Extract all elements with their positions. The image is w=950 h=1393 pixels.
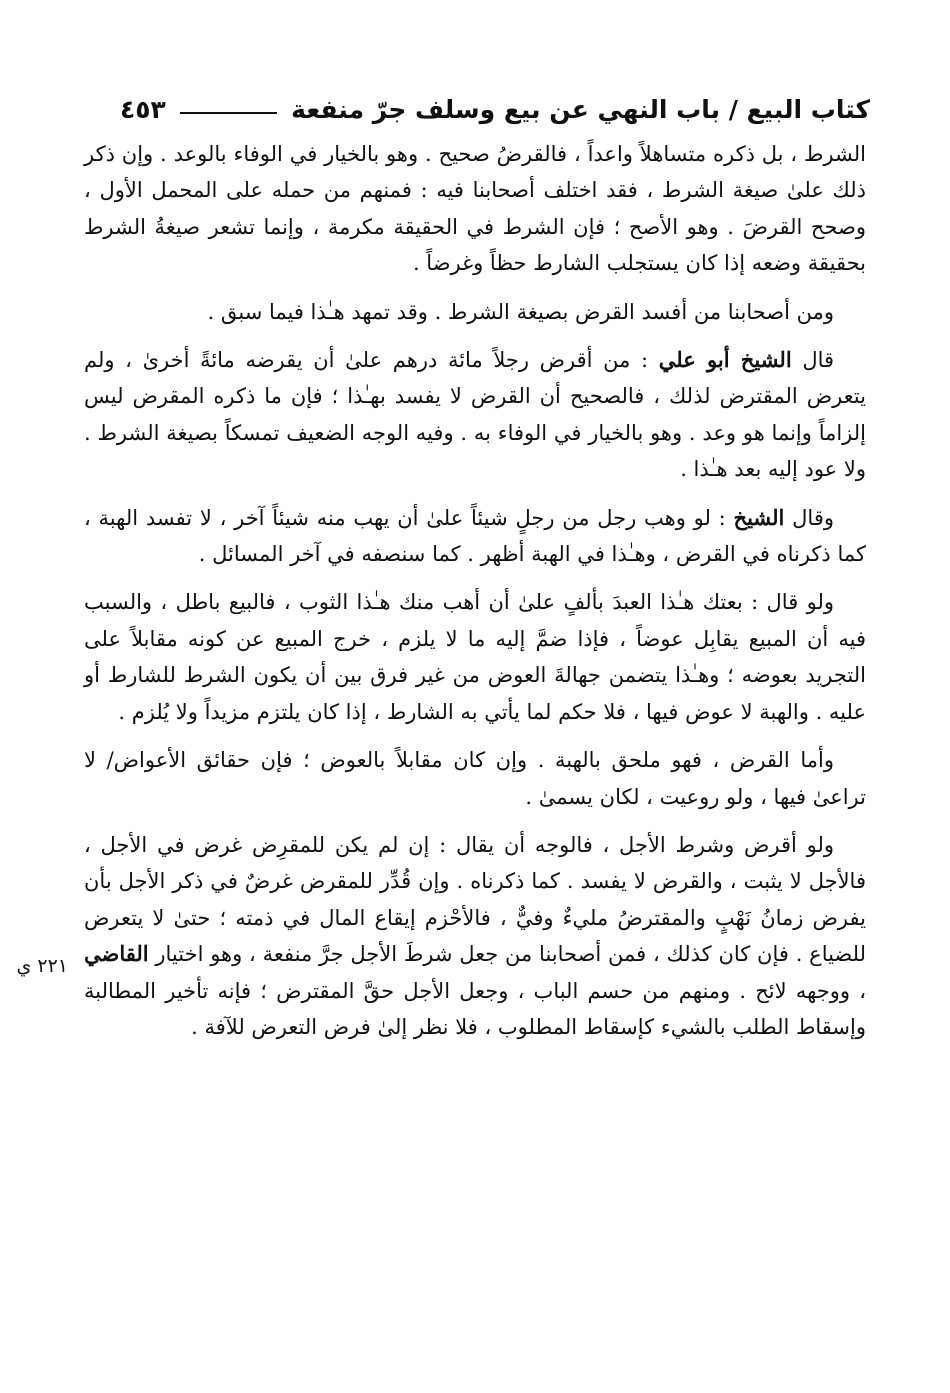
margin-manuscript-reference: ٢٢١ ي [16,955,68,977]
text-segment: وأما القرض ، فهو ملحق بالهبة . وإن كان مقابلاً بالعوض ؛ فإن حقائق الأعواض/ لا تراعىٰ فيها ، ولو روعيت ، لكان يسمىٰ . [84,748,866,809]
text-segment: ومن أصحابنا من أفسد القرض بصيغة الشرط . وقد تمهد هـٰذا فيما سبق . [207,299,834,324]
text-segment: الشرط ، بل ذكره متساهلاً واعداً ، فالقرضُ صحيح . وهو بالخيار في الوفاء بالوعد . وإن ذكر ذلك علىٰ صيغة الشرط ، فقد اختلف أصحابنا فيه : فمنهم من حمله على المحمل الأول ، وصحح القرضَ . وهو الأصح ؛ فإن الشرط في الحقيقة مكرمة ، وإنما تشعر صيغةُ الشرط بحقيقة وضعه إذا كان يستجلب الشارط حظاً وغرضاً . [84,142,866,276]
header-rule [180,112,277,114]
paragraph [84,342,866,488]
paragraph [84,500,866,573]
page-number: ٤٥٣ [120,95,166,124]
scholar-name: الشيخ [733,504,785,530]
text-segment: : من أقرض رجلاً مائة درهم علىٰ أن يقرضه مائةً أخرىٰ ، ولم يتعرض المقترض لذلك ، فالصحيح أن القرض لا يفسد بهـٰذا ؛ فإن ما ذكره المقرض ليس إلزاماً وإنما هو وعد . وهو بالخيار في الوفاء به . وفيه الوجه الضعيف تمسكاً بصيغة الشرط . ولا عود إليه بعد هـٰذا . [84,348,866,482]
paragraph [84,584,866,730]
paragraph [84,742,866,815]
paragraph [84,827,866,1045]
paragraph [84,294,866,330]
scholar-name: الشيخ أبو علي [658,347,792,373]
text-segment: ولو أقرض وشرط الأجل ، فالوجه أن يقال : إن لم يكن للمقرِض غرض في الأجل ، فالأجل لا يثبت ، والقرض لا يفسد . كما ذكرناه . وإن قُدِّر للمقرض غرضٌ في ذكر الأجل بأن يفرض زمانُ نَهْبٍ والمقترضُ مليءٌ وفيٌّ ، فالأحْزم إيقاع المال في ذمته ؛ حتىٰ لا يتعرض للضياع . فإن كان كذلك ، فمن أصحابنا من جعل شرطَ الأجل جرَّ منفعة ، وهو اختيار [84,832,866,967]
chapter-title: كتاب البيع / باب النهي عن بيع وسلف جرّ منفعة [291,95,870,124]
paragraph [84,136,866,282]
text-segment: ولو قال : بعتك هـٰذا العبدَ بألفٍ علىٰ أن أهب منك هـٰذا الثوب ، فالبيع باطل ، والسبب فيه أن المبيع يقابِل عوضاً ، فإذا ضمَّ إليه ما لا يلزم ، خرج المبيع عن كونه مقابلاً على التجريد بعوضه ؛ وهـٰذا يتضمن جهالةَ العوض من غير فرق بين أن يكون الشرط للشارط أو عليه . والهبة لا عوض فيها ، فلا حكم لما يأتي به الشارط ، إذا كان يلتزم مزيداً ولا يُلزم . [84,590,866,724]
text-segment: وقال [784,505,834,530]
text-segment: : لو وهب رجل من رجلٍ شيئاً علىٰ أن يهب منه شيئاً آخر ، لا تفسد الهبة ، كما ذكرناه في القرض ، وهـٰذا في الهبة أظهر . كما سنصفه في آخر المسائل . [84,505,866,567]
running-header [120,80,870,124]
body-text [84,136,866,1045]
text-segment: قال [791,348,835,373]
scholar-name: القاضي [84,941,149,967]
text-segment: ، ووجهه لائح . ومنهم من حسم الباب ، وجعل الأجل حقَّ المقترض ؛ فإنه تأخير المطالبة وإسقاط الطلب بالشيء كإسقاط المطلوب ، فلا نظر إلىٰ فرض التعرض للآفة . [84,978,866,1039]
